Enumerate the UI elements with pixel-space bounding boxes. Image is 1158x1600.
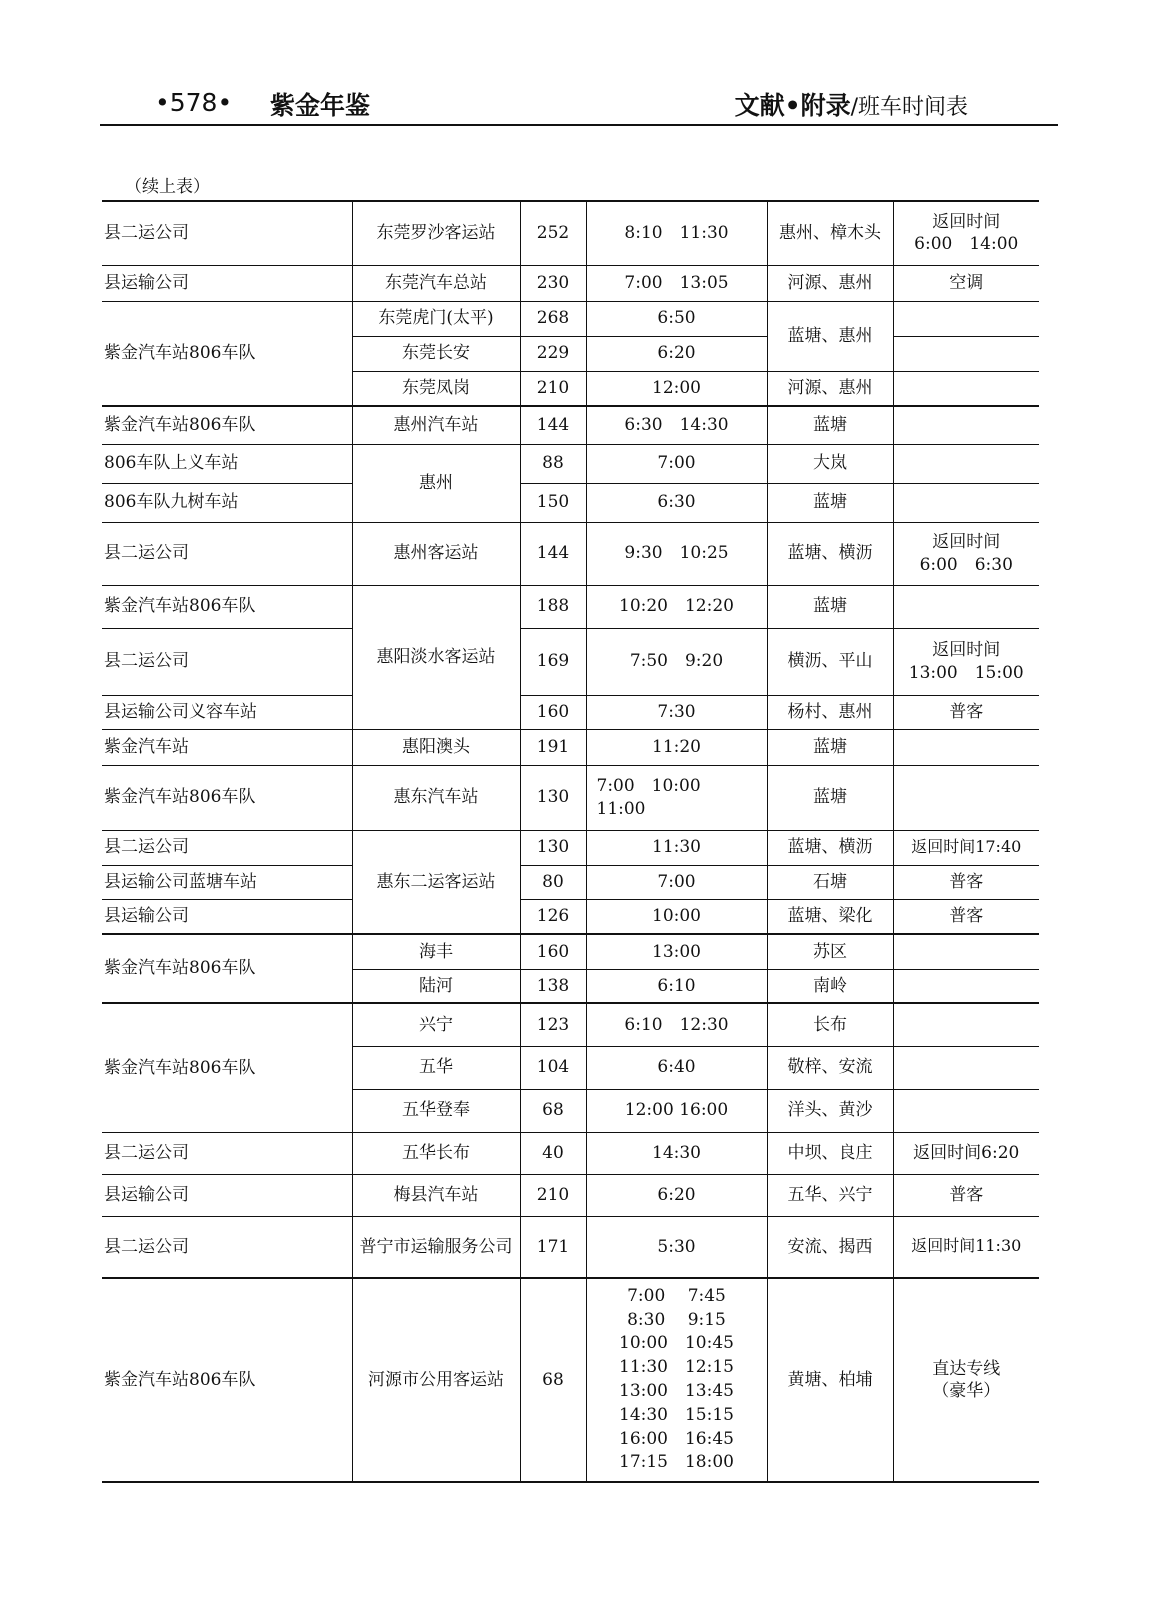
distance-cell: 252	[520, 201, 586, 265]
destination-cell: 梅县汽车站	[352, 1174, 520, 1216]
note-cell	[893, 1089, 1039, 1132]
via-cell: 蓝塘	[767, 585, 893, 628]
company-cell: 县二运公司	[102, 1216, 352, 1278]
distance-cell: 169	[520, 628, 586, 695]
section-main: 文献•附录	[734, 91, 851, 120]
note-cell: 返回时间6:20	[893, 1132, 1039, 1174]
departure-time-cell: 6:50	[586, 301, 767, 336]
distance-cell: 188	[520, 585, 586, 628]
distance-cell: 126	[520, 899, 586, 934]
destination-cell: 五华登奉	[352, 1089, 520, 1132]
departure-time-cell: 7:00	[586, 444, 767, 483]
table-row	[102, 265, 1039, 301]
distance-cell: 130	[520, 830, 586, 865]
note-cell	[893, 585, 1039, 628]
continued-label: （续上表）	[125, 177, 210, 197]
departure-time-cell: 6:30	[586, 483, 767, 522]
departure-time-cell: 11:20	[586, 729, 767, 765]
distance-cell: 160	[520, 934, 586, 969]
via-cell: 蓝塘	[767, 406, 893, 444]
company-cell: 县运输公司蓝塘车站	[102, 865, 352, 899]
page-header	[100, 88, 1058, 126]
destination-cell: 东莞长安	[352, 336, 520, 371]
table-row	[102, 1003, 1039, 1046]
via-cell: 大岚	[767, 444, 893, 483]
departure-time-cell: 12:00 16:00	[586, 1089, 767, 1132]
destination-cell: 东莞汽车总站	[352, 265, 520, 301]
destination-cell: 惠州客运站	[352, 522, 520, 585]
via-cell: 苏区	[767, 934, 893, 969]
departure-time-cell: 7:00 13:05	[586, 265, 767, 301]
note-cell	[893, 1003, 1039, 1046]
company-cell: 紫金汽车站	[102, 729, 352, 765]
via-cell: 安流、揭西	[767, 1216, 893, 1278]
page-number: •578•	[155, 88, 233, 117]
distance-cell: 171	[520, 1216, 586, 1278]
departure-time-cell: 6:10	[586, 969, 767, 1003]
via-cell: 黄塘、柏埔	[767, 1278, 893, 1482]
note-cell: 返回时间 6:00 6:30	[893, 522, 1039, 585]
note-cell: 普客	[893, 695, 1039, 729]
table-row	[102, 585, 1039, 628]
destination-cell: 东莞虎门(太平)	[352, 301, 520, 336]
note-cell	[893, 729, 1039, 765]
via-cell: 河源、惠州	[767, 371, 893, 406]
departure-time-cell: 6:20	[586, 1174, 767, 1216]
departure-time-cell: 13:00	[586, 934, 767, 969]
distance-cell: 68	[520, 1089, 586, 1132]
via-cell: 南岭	[767, 969, 893, 1003]
distance-cell: 138	[520, 969, 586, 1003]
company-cell: 县运输公司	[102, 1174, 352, 1216]
note-cell: 返回时间11:30	[893, 1216, 1039, 1278]
departure-time-cell: 8:10 11:30	[586, 201, 767, 265]
company-cell: 县运输公司	[102, 899, 352, 934]
departure-time-cell: 11:30	[586, 830, 767, 865]
note-cell	[893, 483, 1039, 522]
destination-cell: 惠阳澳头	[352, 729, 520, 765]
departure-time-cell: 7:00 10:00 11:00	[586, 765, 767, 830]
table-row	[102, 1278, 1039, 1482]
departure-time-cell: 12:00	[586, 371, 767, 406]
note-cell	[893, 1046, 1039, 1089]
note-cell	[893, 934, 1039, 969]
table-row	[102, 628, 1039, 695]
table-row	[102, 1174, 1039, 1216]
distance-cell: 230	[520, 265, 586, 301]
table-row	[102, 899, 1039, 934]
destination-cell: 普宁市运输服务公司	[352, 1216, 520, 1278]
company-cell: 紫金汽车站806车队	[102, 406, 352, 444]
table-row	[102, 934, 1039, 969]
table-row	[102, 522, 1039, 585]
via-cell: 蓝塘、惠州	[767, 301, 893, 371]
note-cell: 返回时间17:40	[893, 830, 1039, 865]
company-cell: 紫金汽车站806车队	[102, 1003, 352, 1132]
company-cell: 806车队九树车站	[102, 483, 352, 522]
note-cell	[893, 969, 1039, 1003]
via-cell: 蓝塘	[767, 483, 893, 522]
note-cell	[893, 301, 1039, 336]
via-cell: 长布	[767, 1003, 893, 1046]
table-row	[102, 695, 1039, 729]
distance-cell: 88	[520, 444, 586, 483]
company-cell: 县运输公司	[102, 265, 352, 301]
table-row	[102, 406, 1039, 444]
destination-cell: 惠州汽车站	[352, 406, 520, 444]
note-cell: 普客	[893, 899, 1039, 934]
via-cell: 蓝塘	[767, 729, 893, 765]
section-title	[735, 86, 968, 122]
distance-cell: 130	[520, 765, 586, 830]
company-cell: 县二运公司	[102, 830, 352, 865]
bus-schedule-table	[102, 200, 1039, 1483]
via-cell: 蓝塘、横沥	[767, 830, 893, 865]
table-row	[102, 483, 1039, 522]
table-row	[102, 1132, 1039, 1174]
via-cell: 中坝、良庄	[767, 1132, 893, 1174]
distance-cell: 144	[520, 406, 586, 444]
table-row	[102, 729, 1039, 765]
departure-time-cell: 6:10 12:30	[586, 1003, 767, 1046]
distance-cell: 123	[520, 1003, 586, 1046]
via-cell: 蓝塘、横沥	[767, 522, 893, 585]
destination-cell: 五华长布	[352, 1132, 520, 1174]
note-cell	[893, 371, 1039, 406]
note-cell: 空调	[893, 265, 1039, 301]
destination-cell: 惠东汽车站	[352, 765, 520, 830]
note-cell	[893, 336, 1039, 371]
distance-cell: 80	[520, 865, 586, 899]
departure-time-cell: 7:00	[586, 865, 767, 899]
departure-time-cell: 7:00 7:45 8:30 9:15 10:00 10:45 11:30 12:15 13:00 13:45 14:30 15:15 16:00 16:45 17:15 18:00	[586, 1278, 767, 1482]
note-cell	[893, 406, 1039, 444]
company-cell: 紫金汽车站806车队	[102, 934, 352, 1003]
table-row	[102, 830, 1039, 865]
destination-cell: 五华	[352, 1046, 520, 1089]
company-cell: 紫金汽车站806车队	[102, 301, 352, 406]
departure-time-cell: 10:00	[586, 899, 767, 934]
departure-time-cell: 9:30 10:25	[586, 522, 767, 585]
note-cell	[893, 765, 1039, 830]
destination-cell: 惠东二运客运站	[352, 830, 520, 934]
section-sub: /班车时间表	[850, 95, 968, 120]
destination-cell: 东莞罗沙客运站	[352, 201, 520, 265]
departure-time-cell: 5:30	[586, 1216, 767, 1278]
distance-cell: 150	[520, 483, 586, 522]
distance-cell: 40	[520, 1132, 586, 1174]
table-row	[102, 444, 1039, 483]
distance-cell: 229	[520, 336, 586, 371]
note-cell: 返回时间 6:00 14:00	[893, 201, 1039, 265]
via-cell: 河源、惠州	[767, 265, 893, 301]
company-cell: 县二运公司	[102, 628, 352, 695]
company-cell: 紫金汽车站806车队	[102, 585, 352, 628]
distance-cell: 191	[520, 729, 586, 765]
destination-cell: 东莞凤岗	[352, 371, 520, 406]
via-cell: 蓝塘	[767, 765, 893, 830]
via-cell: 蓝塘、梁化	[767, 899, 893, 934]
distance-cell: 144	[520, 522, 586, 585]
destination-cell: 河源市公用客运站	[352, 1278, 520, 1482]
destination-cell: 陆河	[352, 969, 520, 1003]
via-cell: 敬梓、安流	[767, 1046, 893, 1089]
note-cell: 普客	[893, 865, 1039, 899]
departure-time-cell: 14:30	[586, 1132, 767, 1174]
destination-cell: 惠州	[352, 444, 520, 522]
distance-cell: 210	[520, 371, 586, 406]
destination-cell: 兴宁	[352, 1003, 520, 1046]
table-row	[102, 1216, 1039, 1278]
via-cell: 洋头、黄沙	[767, 1089, 893, 1132]
table-row	[102, 765, 1039, 830]
company-cell: 紫金汽车站806车队	[102, 765, 352, 830]
company-cell: 县二运公司	[102, 201, 352, 265]
note-cell	[893, 444, 1039, 483]
company-cell: 806车队上义车站	[102, 444, 352, 483]
destination-cell: 惠阳淡水客运站	[352, 585, 520, 729]
distance-cell: 210	[520, 1174, 586, 1216]
departure-time-cell: 6:30 14:30	[586, 406, 767, 444]
departure-time-cell: 6:40	[586, 1046, 767, 1089]
note-cell: 直达专线 （豪华）	[893, 1278, 1039, 1482]
via-cell: 五华、兴宁	[767, 1174, 893, 1216]
company-cell: 县二运公司	[102, 522, 352, 585]
note-cell: 返回时间 13:00 15:00	[893, 628, 1039, 695]
table-row	[102, 865, 1039, 899]
departure-time-cell: 6:20	[586, 336, 767, 371]
via-cell: 惠州、樟木头	[767, 201, 893, 265]
distance-cell: 268	[520, 301, 586, 336]
note-cell: 普客	[893, 1174, 1039, 1216]
company-cell: 县二运公司	[102, 1132, 352, 1174]
via-cell: 横沥、平山	[767, 628, 893, 695]
distance-cell: 160	[520, 695, 586, 729]
departure-time-cell: 7:50 9:20	[586, 628, 767, 695]
company-cell: 县运输公司义容车站	[102, 695, 352, 729]
book-title: 紫金年鉴	[270, 91, 371, 120]
via-cell: 石塘	[767, 865, 893, 899]
departure-time-cell: 7:30	[586, 695, 767, 729]
table-row	[102, 201, 1039, 265]
distance-cell: 104	[520, 1046, 586, 1089]
destination-cell: 海丰	[352, 934, 520, 969]
table-row	[102, 301, 1039, 336]
departure-time-cell: 10:20 12:20	[586, 585, 767, 628]
via-cell: 杨村、惠州	[767, 695, 893, 729]
company-cell: 紫金汽车站806车队	[102, 1278, 352, 1482]
distance-cell: 68	[520, 1278, 586, 1482]
